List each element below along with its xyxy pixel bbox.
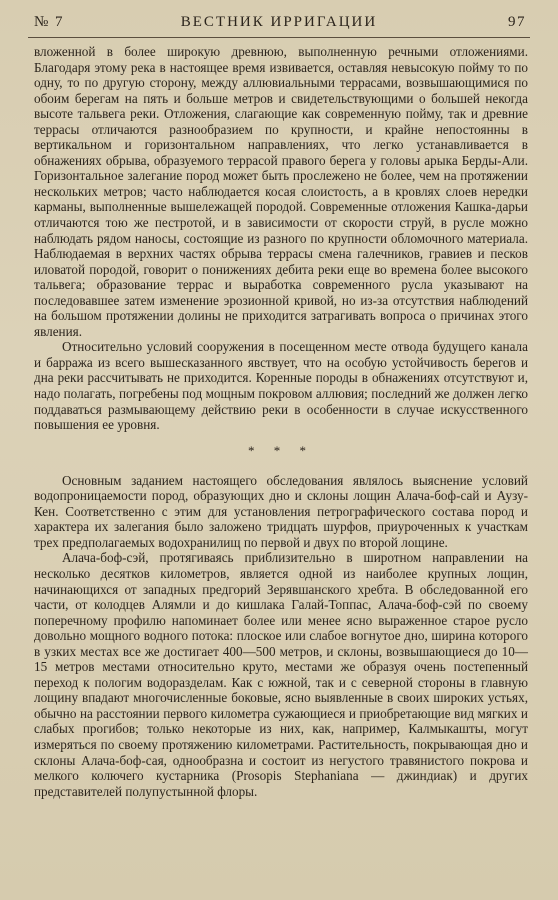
paragraph: Относительно условий сооружения в посещенном месте отвода будущего канала и барража из всего вышесказанного явствует, что на особую устойчивость берегов и дна реки рассчитывать не приходится. Коренные породы в обнажениях отсутствуют и, надо полагать, погребены под мощным покровом аллювия; последний же должен легко поддаваться размывающему действию реки в особенности в случае искусственного повышения ее уровня. xyxy=(34,339,528,433)
paragraph: Основным заданием настоящего обследования являлось выяснение условий водопроницаемости пород, образующих дно и склоны лощин Алача-боф-сай и Аузу-Кен. Соответственно с этим для установления петрографического состава пород и характера их залегания было заложено тридцать шурфов, приуроченных к участкам трех предполагаемых водохранилищ по первой и двух по второй лощине. xyxy=(34,472,528,550)
running-header xyxy=(28,14,530,36)
issue-number: № 7 xyxy=(34,14,65,30)
page-number: 97 xyxy=(508,14,526,30)
section-separator: * * * xyxy=(248,442,314,458)
paragraph: Алача-боф-сэй, протягиваясь приблизительно в широтном направлении на несколько десятков километров, является одной из наиболее крупных лощин, начинающихся от западных предгорий Зерявшанского хребта. В обследованной его части, от колодцев Алямли и до кишлака Галай-Топпас, Алача-боф-сэй по своему поперечному профилю напоминает более или менее ясно выраженное старое русло довольно мощного водного потока: плоское или слабое вогнутое дно, ширина которого в узких местах все же достигает 400—500 метров, и склоны, возвышающиеся до 10—15 метров местами относительно круто, местами же образуя очень постепенный переход к пологим водоразделам. Как с южной, так и с северной стороны в главную лощину впадают многочисленные боковые, ясно выявленные в своих широких устьях, обычно на расстоянии первого километра сужающиеся и приобретающие вид мягких и слабых прогибов; только некоторые из них, как, например, Калмыкашты, могут измеряться по своему протяжению километрами. Растительность, покрывающая дно и склоны Алача-боф-сая, однообразна и состоит из негустого травянистого покрова и мелкого колючего кустарника (Prosopis Stephaniana — джиндиак) и других представителей полупустынной флоры. xyxy=(34,550,528,799)
header-rule xyxy=(28,37,530,38)
journal-title: ВЕСТНИК ИРРИГАЦИИ xyxy=(180,14,378,30)
page-body xyxy=(34,44,528,799)
paragraph-continued: вложенной в более широкую древнюю, выполненную речными отложениями. Благодаря этому река в настоящее время извивается, оставляя невысокую пойму то по одну, то по другую сторону, между аллювиальными террасами, возвышающимися по обоим берегам на пять и больше метров и свидетельствующими о большей некогда высоте тальвега реки. Отложения, слагающие как современную пойму, так и древние террасы отличаются разнообразием по крупности, и крайне непостоянны в вертикальном и горизонтальном направлениях, что легко устанавливается в обнажениях обрыва, образуемого террасой правого берега у головы арыка Берды-Али. Горизонтальное залегание пород может быть прослежено не более, чем на протяжении нескольких метров; часто наблюдается косая слоистость, а в кровлях слоев нередки карманы, выполненные вышележащей породой. Современные отложения Кашка-дарьи отличаются тою же пестротой, и в зависимости от скорости струй, в русле можно наблюдать рядом наносы, состоящие из разного по крупности обломочного материала. Наблюдаемая в верхних частях обрыва террасы смена галечников, гравиев и песков иловатой породой, говорит о понижениях дебита реки еще во времена более высокого тальвега; образование террас и выработка современного русла указывают на последовавшее затем изменение эрозионной кривой, но из-за отсутствия наблюдений на большом протяжении долины не приходится затрагивать вопроса о причинах этого явления. xyxy=(34,44,528,339)
